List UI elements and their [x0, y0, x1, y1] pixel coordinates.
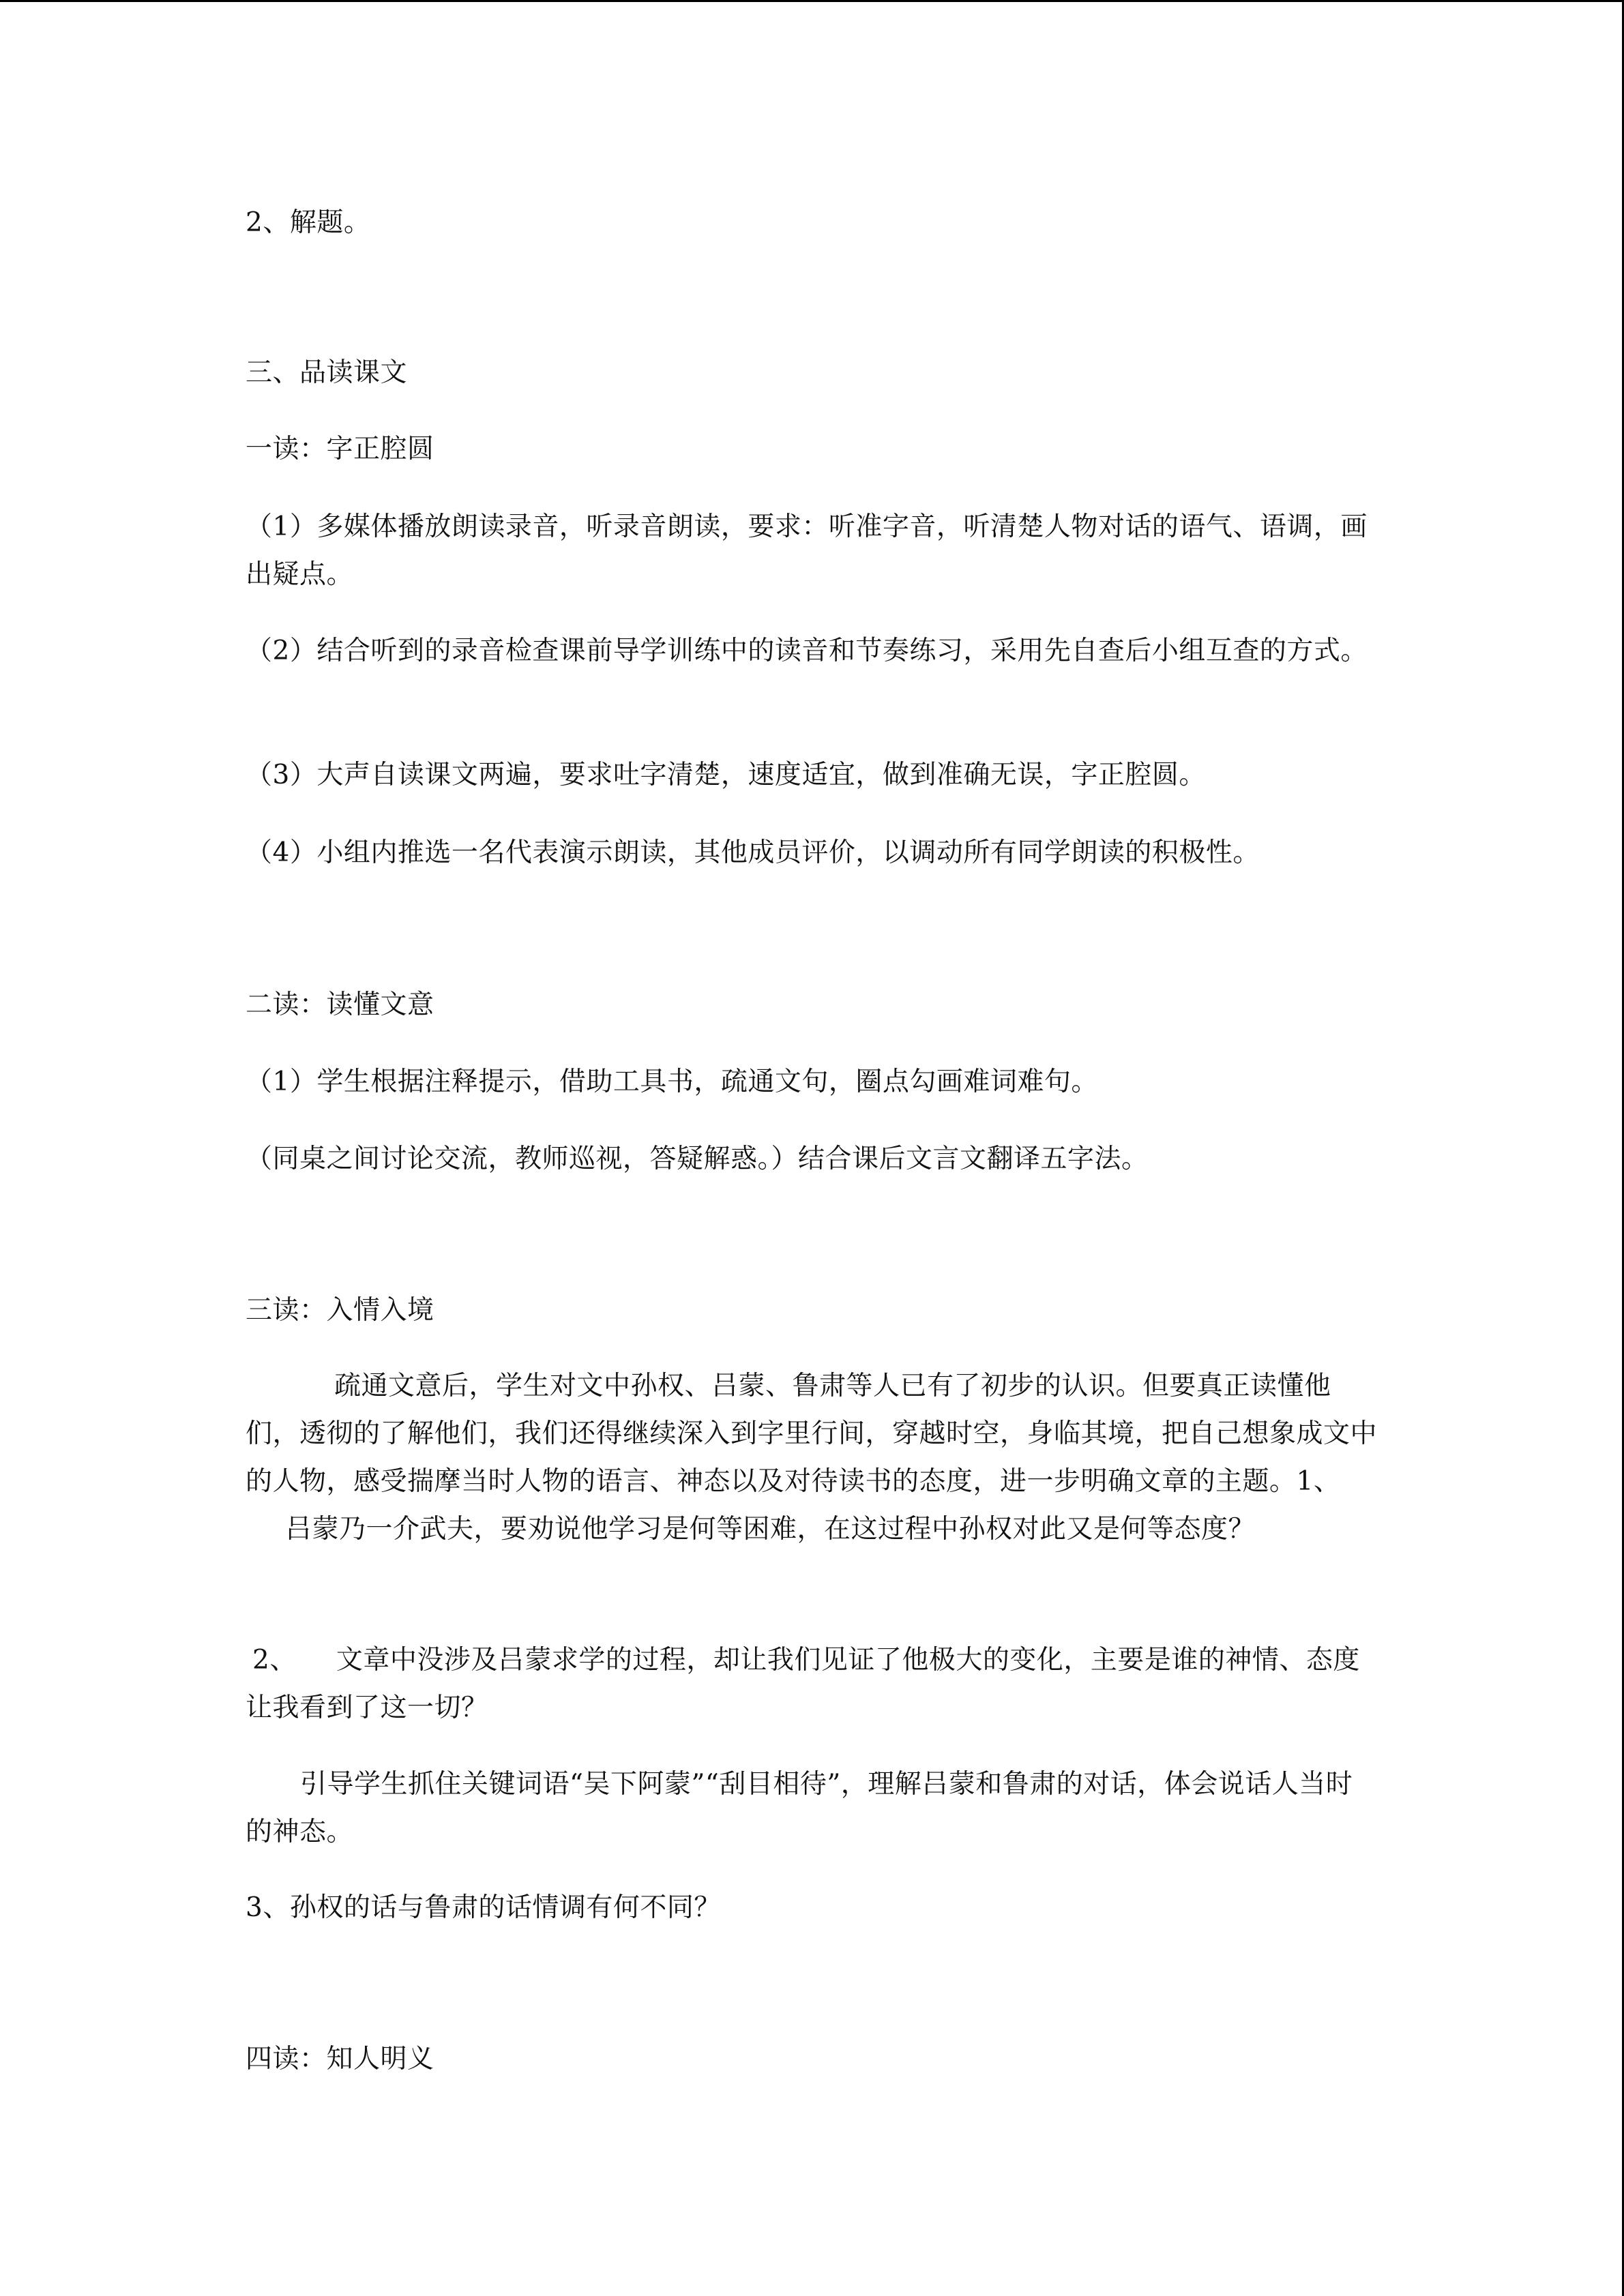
paragraph-step-1: （1）多媒体播放朗读录音，听录音朗读，要求：听准字音，听清楚人物对话的语气、语调，画出疑点。 — [246, 511, 1368, 590]
paragraph-step-2: （2）结合听到的录音检查课前导学训练中的读音和节奏练习，采用先自查后小组互查的方式。 — [246, 636, 1368, 666]
paragraph-erdu-2: （同桌之间讨论交流，教师巡视，答疑解惑。）结合课后文言文翻译五字法。 — [246, 1144, 1149, 1174]
section-heading-pindu: 三、品读课文 — [246, 357, 408, 388]
subheading-erdu: 二读：读懂文意 — [246, 989, 434, 1020]
paragraph-guide: 引导学生抓住关键词语“吴下阿蒙”“刮目相待”，理解吕蒙和鲁肃的对话，体会说话人当时的神态。 — [246, 1769, 1353, 1847]
question-3: 3、孙权的话与鲁肃的话情调有何不同？ — [246, 1892, 721, 1923]
paragraph-sandu-intro — [246, 1362, 1378, 1553]
question-2 — [246, 1637, 1378, 1732]
subheading-yidu: 一读：字正腔圆 — [246, 434, 434, 464]
paragraph-step-3: （3）大声自读课文两遍，要求吐字清楚，速度适宜，做到准确无误，字正腔圆。 — [246, 760, 1206, 790]
heading-jieti: 2、解题。 — [246, 207, 371, 238]
paragraph-sandu-intro-text: 疏通文意后，学生对文中孙权、吕蒙、鲁肃等人已有了初步的认识。但要真正读懂他们，透彻的了解他们，我们还得继续深入到字里行间，穿越时空，身临其境，把自己想象成文中的人物，感受揣摩当时人物的语言、神态以及对待读书的态度，进一步明确文章的主题。1、 — [246, 1371, 1378, 1497]
paragraph-erdu-1: （1）学生根据注释提示，借助工具书，疏通文句，圈点勾画难词难句。 — [246, 1067, 1098, 1097]
subheading-sidu: 四读：知人明义 — [246, 2044, 434, 2074]
question-2-text: 文章中没涉及吕蒙求学的过程，却让我们见证了他极大的变化，主要是谁的神情、态度让我看到了这一切？ — [246, 1645, 1360, 1723]
paragraph-step-4: （4）小组内推选一名代表演示朗读，其他成员评价，以调动所有同学朗读的积极性。 — [246, 837, 1260, 868]
question-1-text: 吕蒙乃一介武夫，要劝说他学习是何等困难，在这过程中孙权对此又是何等态度？ — [285, 1514, 1256, 1545]
question-2-number: 2、 — [252, 1645, 297, 1675]
subheading-sandu: 三读：入情入境 — [246, 1295, 434, 1326]
